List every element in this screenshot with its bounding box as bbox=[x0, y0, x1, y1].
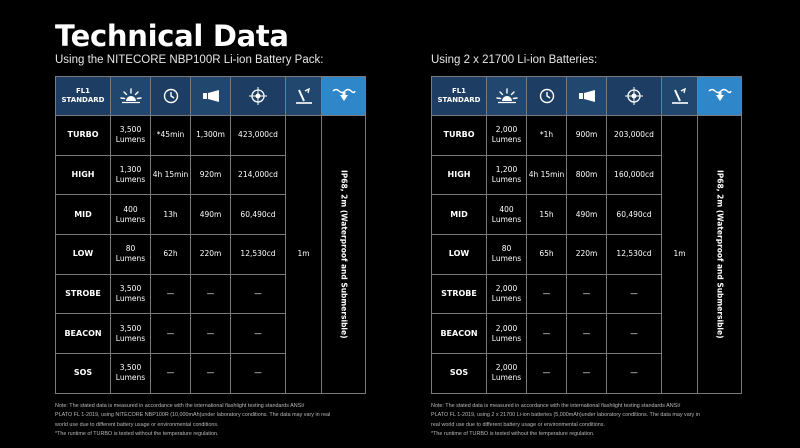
output-number: 3,500 Lumens bbox=[115, 284, 146, 304]
intensity-icon bbox=[248, 86, 268, 106]
runtime-value: 4h 15min bbox=[527, 155, 567, 195]
output-number: 1,300 Lumens bbox=[115, 165, 146, 185]
intensity-value: — bbox=[607, 274, 662, 314]
mode-name: MID bbox=[432, 195, 487, 235]
runtime-value: 4h 15min bbox=[151, 155, 191, 195]
note-line: PLATO FL 1-2019, using 2 x 21700 Li-ion batteries (5,000mAh)under laboratory conditions. The data may vary in bbox=[431, 412, 700, 419]
header-runtime bbox=[151, 77, 191, 116]
output-value bbox=[487, 314, 527, 354]
output-value bbox=[487, 354, 527, 394]
intensity-value: 12,530cd bbox=[607, 235, 662, 275]
mode-name: TURBO bbox=[56, 116, 111, 156]
intensity-value: — bbox=[231, 314, 286, 354]
output-number: 1,200 Lumens bbox=[491, 165, 522, 185]
impact-value: 1m bbox=[662, 116, 698, 394]
output-value bbox=[111, 116, 151, 156]
note-line: *The runtime of TURBO is tested without the temperature regulation. bbox=[55, 431, 219, 438]
distance-value: 800m bbox=[567, 155, 607, 195]
output-value bbox=[487, 274, 527, 314]
output-number: 3,500 Lumens bbox=[115, 363, 146, 383]
runtime-value: *1h bbox=[527, 116, 567, 156]
runtime-value: — bbox=[151, 314, 191, 354]
spec-panel-nbp100r bbox=[55, 52, 365, 394]
runtime-value: 65h bbox=[527, 235, 567, 275]
mode-name: STROBE bbox=[432, 274, 487, 314]
runtime-value: 62h bbox=[151, 235, 191, 275]
distance-value: 920m bbox=[191, 155, 231, 195]
output-value bbox=[487, 235, 527, 275]
header-waterproof bbox=[322, 77, 366, 116]
runtime-icon bbox=[538, 87, 556, 105]
output-number: 400 Lumens bbox=[115, 204, 146, 224]
impact-resistance-icon bbox=[294, 86, 314, 106]
header-impact-resistance bbox=[662, 77, 698, 116]
output-number: 3,500 Lumens bbox=[115, 125, 146, 145]
intensity-value: — bbox=[231, 354, 286, 394]
output-number: 2,000 Lumens bbox=[491, 125, 522, 145]
waterproof-cell bbox=[322, 116, 366, 394]
distance-value: — bbox=[567, 314, 607, 354]
intensity-value: 203,000cd bbox=[607, 116, 662, 156]
runtime-value: — bbox=[151, 274, 191, 314]
mode-name: BEACON bbox=[56, 314, 111, 354]
header-runtime bbox=[527, 77, 567, 116]
distance-value: — bbox=[567, 274, 607, 314]
distance-value: 1,300m bbox=[191, 116, 231, 156]
impact-resistance-icon bbox=[670, 86, 690, 106]
runtime-value: — bbox=[527, 274, 567, 314]
output-value bbox=[487, 155, 527, 195]
runtime-value: 15h bbox=[527, 195, 567, 235]
mode-name: SOS bbox=[56, 354, 111, 394]
mode-name: LOW bbox=[432, 235, 487, 275]
header-row bbox=[56, 77, 366, 116]
output-value bbox=[111, 235, 151, 275]
runtime-value: — bbox=[527, 314, 567, 354]
output-number: 2,000 Lumens bbox=[491, 284, 522, 304]
impact-value: 1m bbox=[286, 116, 322, 394]
mode-name: HIGH bbox=[432, 155, 487, 195]
header-brightness bbox=[487, 77, 527, 116]
output-value bbox=[111, 274, 151, 314]
distance-value: — bbox=[191, 274, 231, 314]
note-line: world use due to different battery usage or environmental conditions. bbox=[55, 421, 219, 428]
intensity-icon bbox=[624, 86, 644, 106]
header-beam-distance bbox=[567, 77, 607, 116]
header-brightness bbox=[111, 77, 151, 116]
header-impact-resistance bbox=[286, 77, 322, 116]
intensity-value: — bbox=[231, 274, 286, 314]
panel-subtitle: Using the NITECORE NBP100R Li-ion Battery Pack: bbox=[55, 54, 324, 66]
output-value bbox=[111, 354, 151, 394]
output-number: 80 Lumens bbox=[115, 244, 146, 264]
mode-name: HIGH bbox=[56, 155, 111, 195]
runtime-value: — bbox=[151, 354, 191, 394]
runtime-icon bbox=[162, 87, 180, 105]
panel-subtitle: Using 2 x 21700 Li-ion Batteries: bbox=[431, 54, 598, 66]
waterproof-rating: IP68, 2m (Waterproof and Submersible) bbox=[715, 170, 725, 339]
table-row bbox=[56, 116, 366, 156]
waterproof-icon bbox=[707, 86, 733, 106]
intensity-value: 423,000cd bbox=[231, 116, 286, 156]
distance-value: 220m bbox=[191, 235, 231, 275]
footnote-21700 bbox=[431, 402, 751, 440]
intensity-value: 60,490cd bbox=[607, 195, 662, 235]
distance-value: 900m bbox=[567, 116, 607, 156]
header-fl1-standard: FL1 STANDARD bbox=[432, 77, 487, 116]
spec-panel-21700 bbox=[431, 52, 741, 394]
header-intensity bbox=[231, 77, 286, 116]
output-value bbox=[111, 314, 151, 354]
output-value bbox=[111, 155, 151, 195]
output-value bbox=[111, 195, 151, 235]
output-value bbox=[487, 195, 527, 235]
runtime-value: — bbox=[527, 354, 567, 394]
spec-table bbox=[55, 76, 366, 394]
distance-value: — bbox=[191, 354, 231, 394]
note-line: real world use due to different battery usage or environmental conditions. bbox=[431, 421, 606, 428]
header-beam-distance bbox=[191, 77, 231, 116]
output-number: 2,000 Lumens bbox=[491, 363, 522, 383]
output-value bbox=[487, 116, 527, 156]
output-number: 3,500 Lumens bbox=[115, 323, 146, 343]
header-waterproof bbox=[698, 77, 742, 116]
distance-value: 490m bbox=[191, 195, 231, 235]
mode-name: LOW bbox=[56, 235, 111, 275]
intensity-value: 160,000cd bbox=[607, 155, 662, 195]
header-intensity bbox=[607, 77, 662, 116]
spec-table bbox=[431, 76, 742, 394]
intensity-value: — bbox=[607, 354, 662, 394]
footnote-nbp100r bbox=[55, 402, 375, 440]
note-line: Note: The stated data is measured in accordance with the international flashlight testing standards ANSI/ bbox=[431, 403, 681, 409]
waterproof-icon bbox=[331, 86, 357, 106]
mode-name: STROBE bbox=[56, 274, 111, 314]
distance-value: 490m bbox=[567, 195, 607, 235]
header-row bbox=[432, 77, 742, 116]
output-number: 2,000 Lumens bbox=[491, 323, 522, 343]
beam-distance-icon bbox=[576, 87, 598, 105]
brightness-icon bbox=[119, 87, 143, 105]
table-row bbox=[432, 116, 742, 156]
header-fl1-standard: FL1 STANDARD bbox=[56, 77, 111, 116]
intensity-value: 60,490cd bbox=[231, 195, 286, 235]
output-number: 80 Lumens bbox=[491, 244, 522, 264]
waterproof-rating: IP68, 2m (Waterproof and Submersible) bbox=[339, 170, 349, 339]
runtime-value: *45min bbox=[151, 116, 191, 156]
note-line: Note: The stated data is measured in accordance with the international flashlight testing standards ANSI/ bbox=[55, 403, 305, 409]
intensity-value: 214,000cd bbox=[231, 155, 286, 195]
mode-name: MID bbox=[56, 195, 111, 235]
mode-name: BEACON bbox=[432, 314, 487, 354]
distance-value: 220m bbox=[567, 235, 607, 275]
intensity-value: 12,530cd bbox=[231, 235, 286, 275]
mode-name: TURBO bbox=[432, 116, 487, 156]
distance-value: — bbox=[191, 314, 231, 354]
brightness-icon bbox=[495, 87, 519, 105]
note-line: PLATO FL 1-2019, using NITECORE NBP100R (10,000mAh)under laboratory conditions. The data may vary in real bbox=[55, 412, 331, 419]
waterproof-cell bbox=[698, 116, 742, 394]
beam-distance-icon bbox=[200, 87, 222, 105]
page-title: Technical Data bbox=[55, 19, 289, 53]
runtime-value: 13h bbox=[151, 195, 191, 235]
distance-value: — bbox=[567, 354, 607, 394]
intensity-value: — bbox=[607, 314, 662, 354]
output-number: 400 Lumens bbox=[491, 204, 522, 224]
mode-name: SOS bbox=[432, 354, 487, 394]
note-line: *The runtime of TURBO is tested without the temperature regulation. bbox=[431, 431, 595, 438]
